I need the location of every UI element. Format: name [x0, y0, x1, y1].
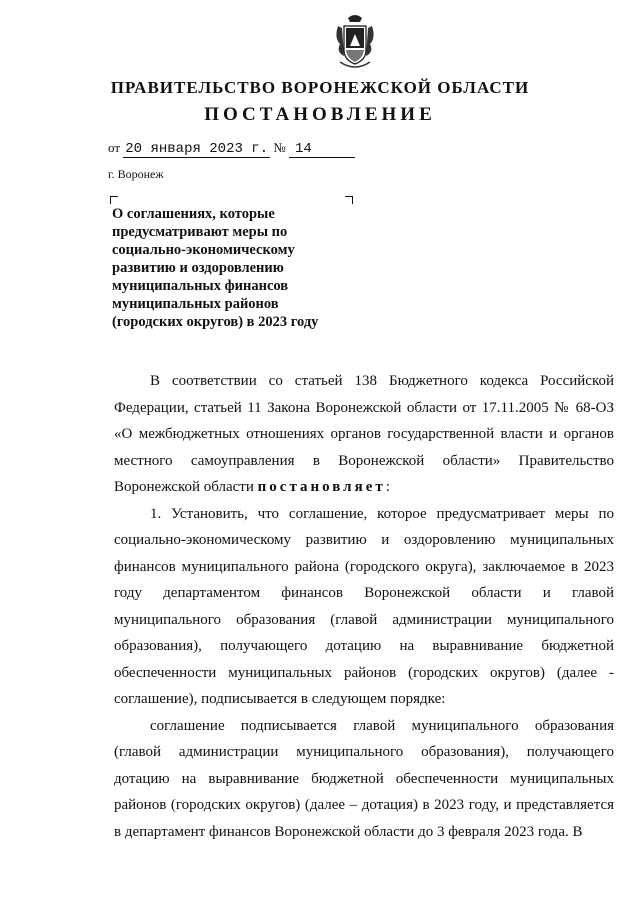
decree-subject: О соглашениях, которые предусматривают меры по социально-экономическому развитию и оздоровлению муниципальных финансов муниципальных районов (городских округов) в 2023 году — [112, 206, 319, 330]
number-label: № — [273, 140, 286, 155]
dateline — [108, 140, 355, 158]
decree-date: 20 января 2023 г. — [125, 141, 269, 157]
preamble-decree-word: постановляет — [257, 479, 386, 495]
paragraph-preamble — [114, 368, 614, 501]
decree-number: 14 — [289, 141, 355, 158]
city: г. Воронеж — [108, 167, 164, 181]
preamble-end: : — [385, 479, 390, 495]
subject-bracket-left — [110, 196, 118, 204]
coat-of-arms-icon — [330, 12, 380, 74]
subject-bracket-right — [345, 196, 353, 204]
government-name: ПРАВИТЕЛЬСТВО ВОРОНЕЖСКОЙ ОБЛАСТИ — [110, 78, 530, 97]
decree-body — [114, 368, 614, 845]
paragraph-signing-order: соглашение подписывается главой муниципального образования (главой администрации муниципального образования), получающего дотацию на выравнивание бюджетной обеспеченности муниципальных районов (городских округов) (далее – дотация) в 2023 году, и представляется в департамент финансов Воронежской области до 3 февраля 2023 года. В — [114, 717, 614, 840]
document-type: ПОСТАНОВЛЕНИЕ — [204, 104, 436, 125]
date-from-label: от — [108, 140, 121, 155]
preamble-text: В соответствии со статьей 138 Бюджетного кодекса Российской Федерации, статьей 11 Закона Воронежской области от 17.11.2005 № 68-ОЗ «О межбюджетных отношениях органов государственной власти и органов местного самоуправления в Воронежской области» Правительство Воронежской области — [114, 373, 614, 495]
paragraph-1: 1. Установить, что соглашение, которое предусматривает меры по социально-экономическому развитию и оздоровлению муниципальных финансов муниципального района (городского округа), заключаемое в 2023 году департаментом финансов Воронежской области и главой муниципального образования (главой администрации муниципального образования), получающего дотацию на выравнивание бюджетной обеспеченности муниципальных районов (городских округов) (далее - соглашение), подписывается в следующем порядке: — [114, 505, 614, 707]
